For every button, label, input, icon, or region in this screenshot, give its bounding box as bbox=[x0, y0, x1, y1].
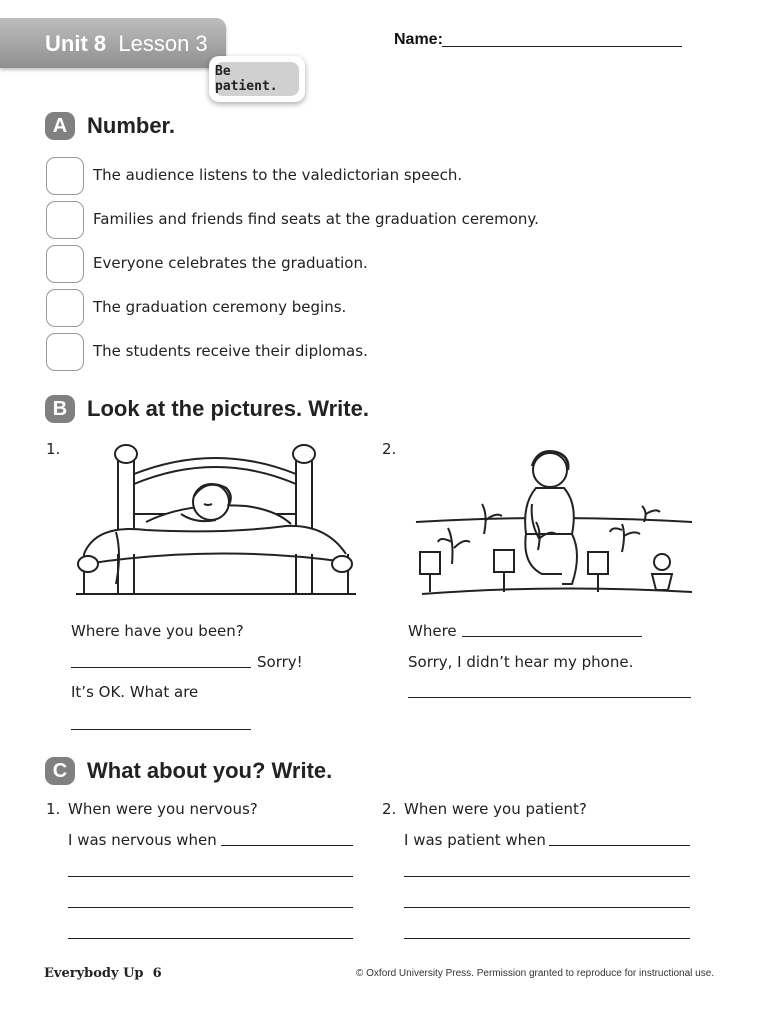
question-b1-number: 1. bbox=[46, 440, 61, 458]
number-box-1[interactable] bbox=[46, 157, 84, 195]
c1-answer-line-4[interactable] bbox=[68, 938, 353, 939]
c2-prompt: I was patient when bbox=[404, 831, 546, 849]
sequence-item-1: The audience listens to the valedictorian speech. bbox=[93, 166, 463, 184]
c2-answer-line-3[interactable] bbox=[404, 907, 690, 908]
b1-line-3: It’s OK. What are bbox=[71, 683, 199, 701]
number-box-4[interactable] bbox=[46, 289, 84, 327]
c2-answer-line-1[interactable] bbox=[549, 845, 690, 846]
bed-sleeping-illustration bbox=[76, 444, 356, 600]
b2-line-2: Sorry, I didn’t hear my phone. bbox=[408, 653, 634, 671]
section-b-badge: B bbox=[45, 395, 75, 423]
c1-question: When were you nervous? bbox=[68, 800, 258, 818]
c1-number: 1. bbox=[46, 800, 61, 818]
b2-answer-line-1[interactable] bbox=[462, 636, 642, 637]
number-box-2[interactable] bbox=[46, 201, 84, 239]
footer-page-number: 6 bbox=[152, 966, 162, 981]
b1-line-1: Where have you been? bbox=[71, 622, 244, 640]
c2-number: 2. bbox=[382, 800, 397, 818]
footer-brand bbox=[44, 966, 162, 981]
section-a-title: Number. bbox=[87, 113, 176, 138]
number-box-3[interactable] bbox=[46, 245, 84, 283]
footer-brand-name: Everybody Up bbox=[44, 966, 144, 981]
value-chip bbox=[209, 56, 305, 102]
section-c-title: What about you? Write. bbox=[87, 758, 333, 783]
b2-answer-line-2[interactable] bbox=[408, 697, 691, 698]
sequence-item-4: The graduation ceremony begins. bbox=[93, 298, 347, 316]
lesson-label: Lesson 3 bbox=[118, 31, 208, 56]
value-chip-text: Be patient. bbox=[215, 62, 299, 96]
c2-answer-line-4[interactable] bbox=[404, 938, 690, 939]
b2-line-1: Where bbox=[408, 622, 457, 640]
question-b2-number: 2. bbox=[382, 440, 397, 458]
c2-question: When were you patient? bbox=[404, 800, 587, 818]
name-label: Name: bbox=[394, 31, 443, 48]
number-box-5[interactable] bbox=[46, 333, 84, 371]
b1-answer-line-1[interactable] bbox=[71, 667, 251, 668]
section-a-badge: A bbox=[45, 112, 75, 140]
sequence-item-2: Families and friends find seats at the graduation ceremony. bbox=[93, 210, 539, 228]
unit-label: Unit 8 bbox=[45, 31, 107, 56]
section-c-badge: C bbox=[45, 757, 75, 785]
section-b-title: Look at the pictures. Write. bbox=[87, 396, 369, 421]
footer-copyright: © Oxford University Press. Permission granted to reproduce for instructional use. bbox=[356, 968, 715, 979]
name-input-line[interactable] bbox=[442, 46, 682, 47]
sequence-item-5: The students receive their diplomas. bbox=[93, 342, 368, 360]
c1-prompt: I was nervous when bbox=[68, 831, 217, 849]
c1-answer-line-3[interactable] bbox=[68, 907, 353, 908]
c1-answer-line-1[interactable] bbox=[221, 845, 353, 846]
c1-answer-line-2[interactable] bbox=[68, 876, 353, 877]
c2-answer-line-2[interactable] bbox=[404, 876, 690, 877]
sequence-item-3: Everyone celebrates the graduation. bbox=[93, 254, 368, 272]
unit-lesson-title bbox=[45, 31, 208, 57]
b1-answer-line-2[interactable] bbox=[71, 729, 251, 730]
b1-line-2-suffix: Sorry! bbox=[257, 653, 303, 671]
garden-planting-illustration bbox=[412, 444, 694, 600]
